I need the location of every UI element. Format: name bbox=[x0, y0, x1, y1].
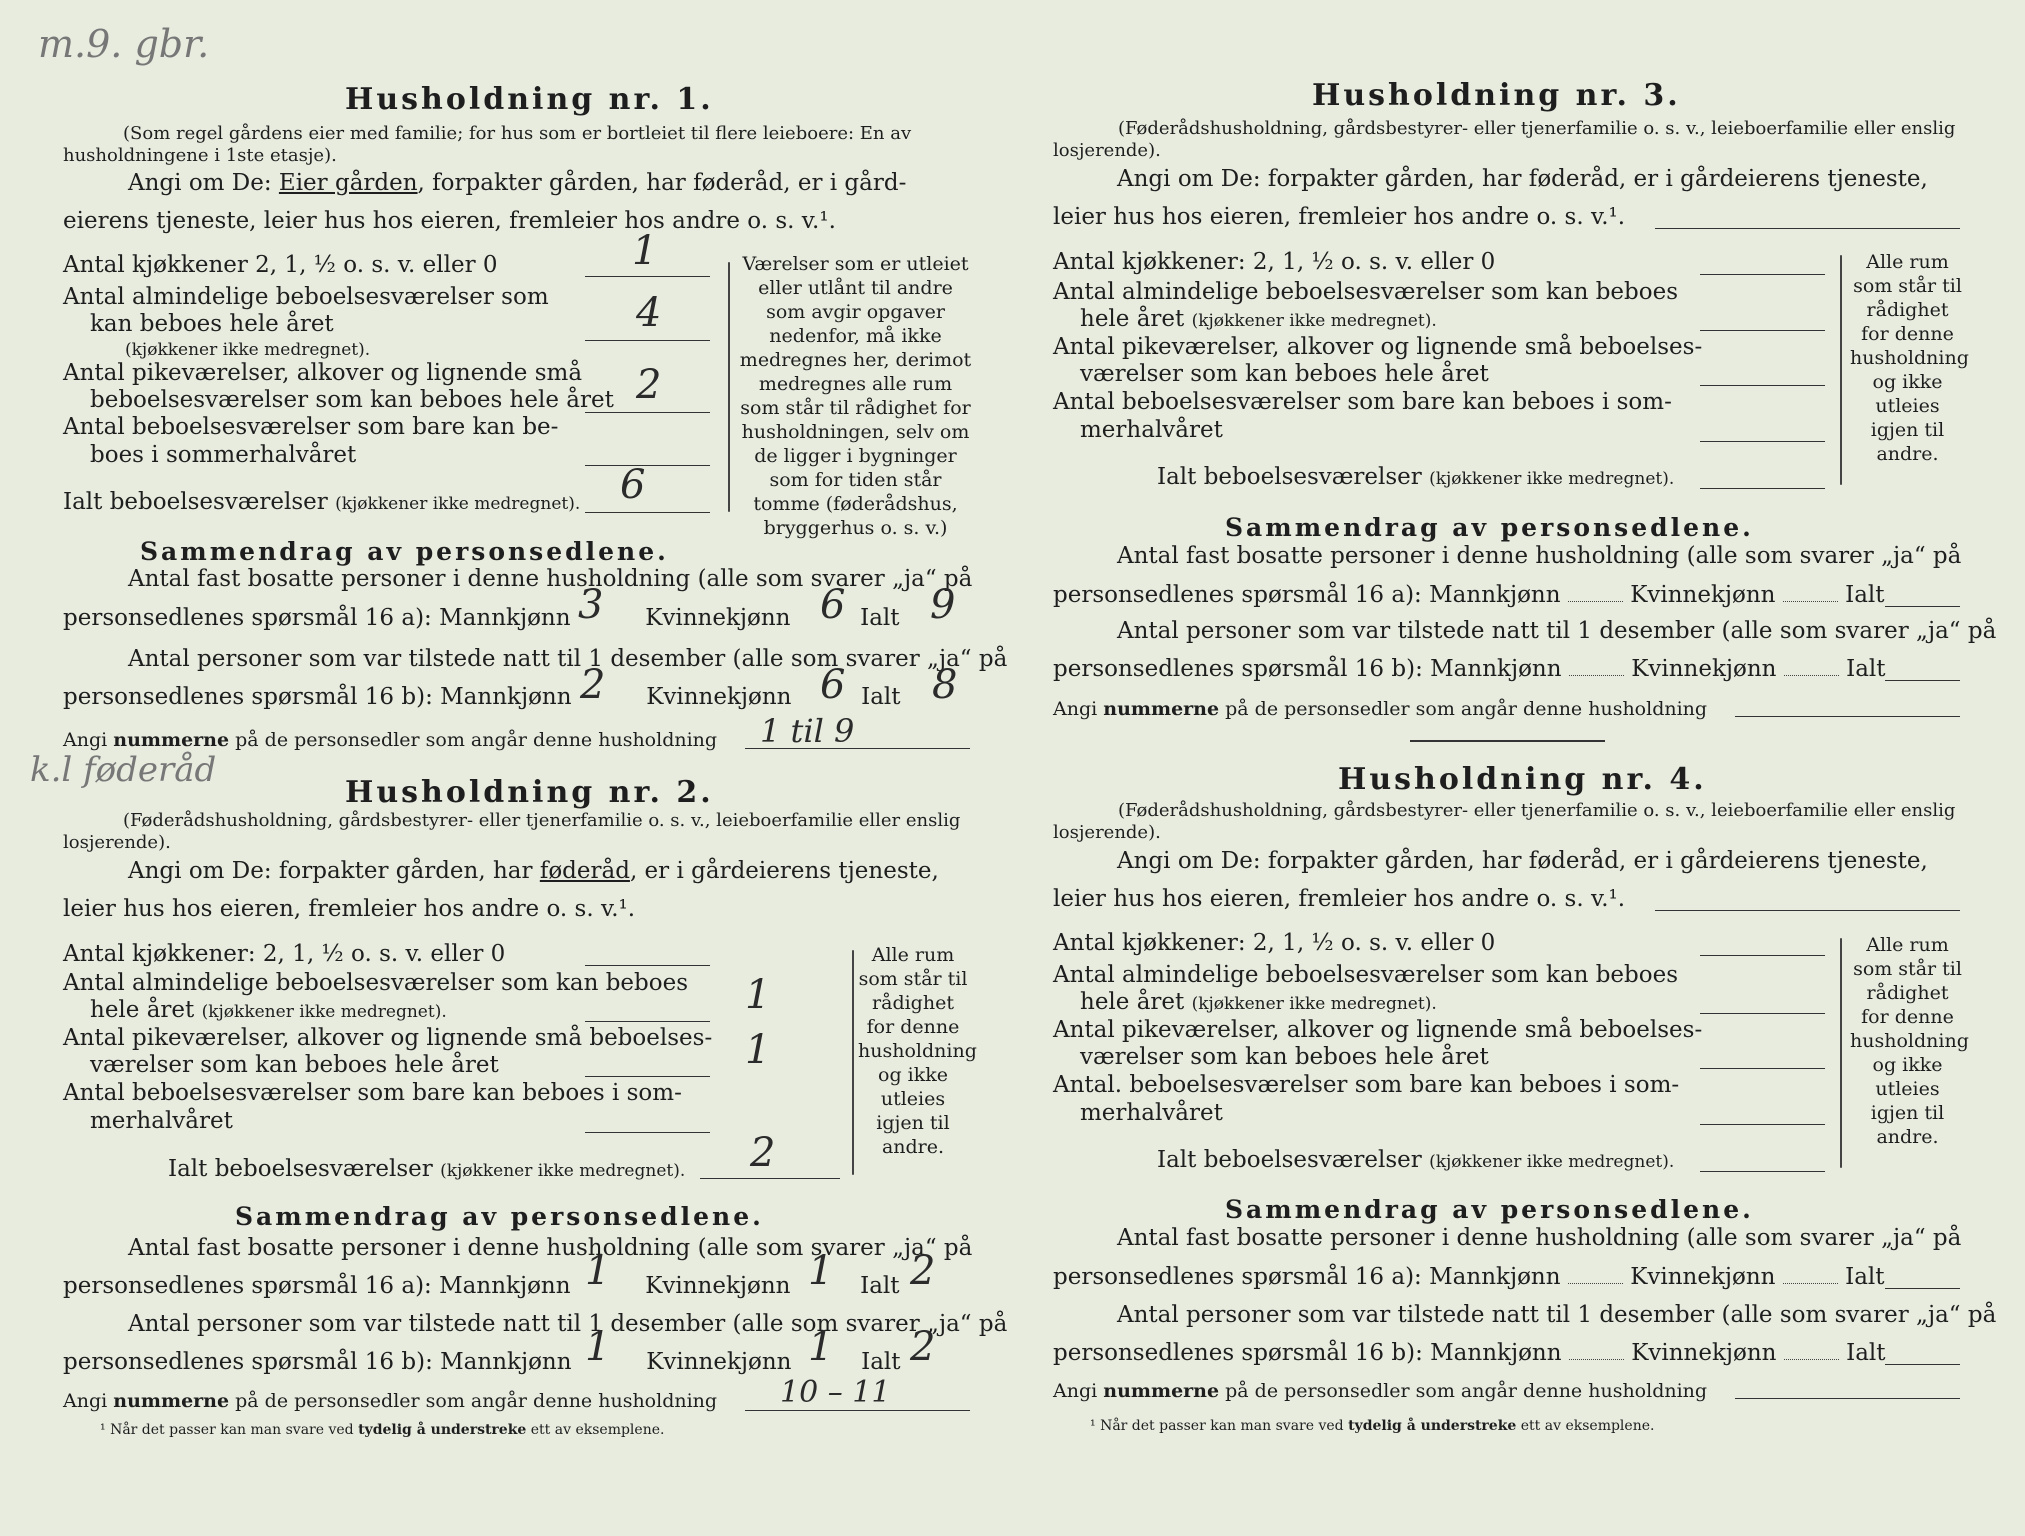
right-footnote-rest: ett av eksemplene. bbox=[1520, 1418, 1655, 1434]
h1-fast-kvinne-value: 6 bbox=[820, 582, 846, 628]
h1-alm-value: 4 bbox=[636, 290, 662, 336]
h2-natt-ialt-label: Ialt bbox=[861, 1349, 901, 1375]
h4-angi-line bbox=[1655, 910, 1960, 911]
h4-fast-prefix: personsedlenes spørsmål 16 a): Mannkjønn bbox=[1053, 1264, 1561, 1290]
h4-fast-kvinne-label: Kvinnekjønn bbox=[1630, 1264, 1776, 1290]
h1-angi-rest: , forpakter gården, har føderåd, er i gård- bbox=[417, 170, 907, 196]
h3-angi-line bbox=[1655, 228, 1960, 229]
h3-natt-ialt-label: Ialt bbox=[1846, 656, 1886, 682]
h1-natt-kvinne-label: Kvinnekjønn bbox=[646, 684, 792, 710]
h4-nummer-line bbox=[1735, 1398, 1960, 1399]
h2-fast-kvinne-value: 1 bbox=[808, 1248, 834, 1294]
h3-fast-ialt-label: Ialt bbox=[1845, 582, 1885, 608]
right-footnote-bold: tydelig å understreke bbox=[1348, 1418, 1517, 1434]
h2-pike-line bbox=[585, 1076, 710, 1077]
h3-nummer-bold: nummerne bbox=[1103, 698, 1220, 720]
h2-fast-line2 bbox=[63, 1273, 900, 1299]
h4-fast-ialt-line bbox=[1885, 1288, 1960, 1289]
h2-title: Husholdning nr. 2. bbox=[345, 775, 714, 810]
h2-nummer-prefix: Angi bbox=[63, 1390, 108, 1412]
h2-fast-mann-value: 1 bbox=[585, 1248, 611, 1294]
h4-nummer-rest: på de personsedler som angår denne husholdning bbox=[1225, 1380, 1708, 1402]
h1-natt-mann-value: 2 bbox=[580, 662, 606, 708]
h3-nummer-prefix: Angi bbox=[1053, 698, 1098, 720]
h2-nummer-row bbox=[63, 1390, 717, 1412]
h4-fast-line2 bbox=[1053, 1264, 1885, 1290]
h4-natt-prefix: personsedlenes spørsmål 16 b): Mannkjønn bbox=[1053, 1340, 1562, 1366]
h2-angi-rest: , er i gårdeierens tjeneste, bbox=[629, 858, 939, 884]
h3-pike-line1: Antal pikeværelser, alkover og lignende små beboelses- bbox=[1053, 334, 1703, 360]
h4-brace bbox=[1840, 938, 1842, 1168]
h1-brace bbox=[728, 262, 730, 512]
h2-natt-line1: Antal personer som var tilstede natt til 1 desember (alle som svarer „ja“ på bbox=[128, 1311, 1008, 1337]
h3-alm-label: hele året bbox=[1080, 306, 1185, 332]
h1-sommer-line bbox=[585, 465, 710, 466]
h4-ialt-line bbox=[1700, 1171, 1825, 1172]
separator-rule bbox=[1410, 740, 1605, 742]
h4-kjokken-line bbox=[1700, 955, 1825, 956]
h1-natt-line1: Antal personer som var tilstede natt til 1 desember (alle som svarer „ja“ på bbox=[128, 646, 1008, 672]
h2-fast-ialt-label: Ialt bbox=[860, 1273, 900, 1299]
h2-angi-line1 bbox=[128, 858, 939, 884]
h1-ialt-line bbox=[585, 512, 710, 513]
h3-fast-line2 bbox=[1053, 582, 1885, 608]
h1-kjokken-value: 1 bbox=[632, 228, 658, 274]
h3-sommer-line1: Antal beboelsesværelser som bare kan beboes i som- bbox=[1053, 389, 1672, 415]
h1-angi-eier-underlined: Eier gården bbox=[278, 170, 418, 196]
h4-fast-ialt-label: Ialt bbox=[1845, 1264, 1885, 1290]
h4-sommer-line2: merhalvåret bbox=[1080, 1100, 1223, 1126]
h3-brace bbox=[1840, 255, 1842, 485]
h1-natt-ialt-value: 8 bbox=[932, 662, 958, 708]
h2-natt-kvinne-label: Kvinnekjønn bbox=[646, 1349, 792, 1375]
h1-pike-value: 2 bbox=[636, 362, 662, 408]
right-footnote bbox=[1090, 1418, 1654, 1434]
h2-kjokken-label: Antal kjøkkener: 2, 1, ½ o. s. v. eller 0 bbox=[63, 941, 506, 967]
h1-pike-line1: Antal pikeværelser, alkover og lignende små bbox=[63, 360, 583, 386]
h1-fast-line1: Antal fast bosatte personer i denne husholdning (alle som svarer „ja“ på bbox=[128, 566, 973, 592]
left-footnote-prefix: ¹ Når det passer kan man svare ved bbox=[100, 1422, 354, 1438]
h4-pike-line1: Antal pikeværelser, alkover og lignende små beboelses- bbox=[1053, 1017, 1703, 1043]
h2-natt-ialt-value: 2 bbox=[910, 1324, 936, 1370]
h3-note: (Føderådshusholdning, gårdsbestyrer- eller tjenerfamilie o. s. v., leieboerfamilie eller enslig losjerende). bbox=[1053, 118, 1956, 161]
h4-nummer-prefix: Angi bbox=[1053, 1380, 1098, 1402]
margin-mark-h2: k.l føderåd bbox=[30, 750, 217, 790]
h4-kjokken-label: Antal kjøkkener: 2, 1, ½ o. s. v. eller 0 bbox=[1053, 930, 1496, 956]
h2-ialt-value: 2 bbox=[750, 1130, 776, 1176]
h4-nummer-row bbox=[1053, 1380, 1707, 1402]
h3-pike-line bbox=[1700, 385, 1825, 386]
h2-pike-line1: Antal pikeværelser, alkover og lignende små beboelses- bbox=[63, 1025, 713, 1051]
h4-natt-ialt-label: Ialt bbox=[1846, 1340, 1886, 1366]
h2-alm-label: hele året bbox=[90, 997, 195, 1023]
h2-nummer-bold: nummerne bbox=[113, 1390, 230, 1412]
h1-fast-kvinne-label: Kvinnekjønn bbox=[645, 605, 791, 631]
h3-alm-line1: Antal almindelige beboelsesværelser som kan beboes bbox=[1053, 279, 1679, 305]
h2-nummer-value: 10 – 11 bbox=[780, 1375, 891, 1410]
h1-title: Husholdning nr. 1. bbox=[345, 82, 714, 117]
h1-angi-line1 bbox=[128, 170, 906, 196]
h4-ialt-small: (kjøkkener ikke medregnet). bbox=[1429, 1152, 1675, 1172]
h4-alm-line1: Antal almindelige beboelsesværelser som kan beboes bbox=[1053, 962, 1679, 988]
h1-fast-ialt-value: 9 bbox=[930, 582, 956, 628]
h1-note: (Som regel gårdens eier med familie; for hus som er bortleiet til flere leieboere: En av husholdningene i 1ste etasje). bbox=[63, 123, 912, 166]
h4-natt-ialt-line bbox=[1885, 1364, 1960, 1365]
h3-alm-small: (kjøkkener ikke medregnet). bbox=[1191, 311, 1437, 331]
right-footnote-prefix: ¹ Når det passer kan man svare ved bbox=[1090, 1418, 1344, 1434]
h3-alm-line2 bbox=[1080, 306, 1437, 332]
h3-nummer-row bbox=[1053, 698, 1707, 720]
h2-sammendrag-title: Sammendrag av personsedlene. bbox=[235, 1202, 764, 1231]
h1-fast-line2 bbox=[63, 605, 900, 631]
h4-sommer-line bbox=[1700, 1124, 1825, 1125]
h2-ialt-small: (kjøkkener ikke medregnet). bbox=[440, 1161, 686, 1181]
h1-sommer-line2: boes i sommerhalvåret bbox=[90, 442, 357, 468]
h3-ialt-row bbox=[1157, 464, 1674, 490]
h3-sommer-line2: merhalvåret bbox=[1080, 417, 1223, 443]
h1-nummer-row bbox=[63, 729, 717, 751]
left-footnote-bold: tydelig å understreke bbox=[358, 1422, 527, 1438]
h2-alm-line1: Antal almindelige beboelsesværelser som kan beboes bbox=[63, 970, 689, 996]
h4-side-note: Alle rum som står til rådighet for denne husholdning og ikke utleies igjen til andre. bbox=[1850, 934, 1969, 1148]
h3-kjokken-line bbox=[1700, 274, 1825, 275]
h4-natt-line1: Antal personer som var tilstede natt til 1 desember (alle som svarer „ja“ på bbox=[1117, 1302, 1997, 1328]
h1-sommer-line1: Antal beboelsesværelser som bare kan be- bbox=[63, 414, 559, 440]
h3-title: Husholdning nr. 3. bbox=[1312, 78, 1681, 113]
h1-sammendrag-title: Sammendrag av personsedlene. bbox=[140, 537, 669, 566]
h3-kjokken-label: Antal kjøkkener: 2, 1, ½ o. s. v. eller 0 bbox=[1053, 249, 1496, 275]
h4-alm-line2 bbox=[1080, 989, 1437, 1015]
h2-sommer-line bbox=[585, 1132, 710, 1133]
h1-nummer-bold: nummerne bbox=[113, 729, 230, 751]
h1-pike-line bbox=[585, 412, 710, 413]
h1-alm-line2: kan beboes hele året bbox=[90, 311, 334, 337]
h1-side-note: Værelser som er utleiet eller utlånt til andre som avgir opgaver nedenfor, må ikke medregnes her, derimot medregnes alle rum som står til rådighet for husholdningen, selv om de ligger i bygninger som for tiden står tomme (føderådshus, bryggerhus o. s. v.) bbox=[739, 253, 972, 539]
h3-fast-ialt-line bbox=[1885, 606, 1960, 607]
h1-fast-prefix: personsedlenes spørsmål 16 a): Mannkjønn bbox=[63, 605, 571, 631]
h3-fast-line1: Antal fast bosatte personer i denne husholdning (alle som svarer „ja“ på bbox=[1117, 543, 1962, 569]
h4-alm-line bbox=[1700, 1013, 1825, 1014]
h2-natt-line2 bbox=[63, 1349, 901, 1375]
h1-alm-line bbox=[585, 340, 710, 341]
h4-sammendrag-title: Sammendrag av personsedlene. bbox=[1225, 1195, 1754, 1224]
h2-sommer-line1: Antal beboelsesværelser som bare kan beboes i som- bbox=[63, 1080, 682, 1106]
h2-angi-foderad-underlined: føderåd bbox=[539, 858, 630, 884]
h3-angi-line1: Angi om De: forpakter gården, har føderåd, er i gårdeierens tjeneste, bbox=[1117, 166, 1928, 192]
h1-kjokken-label: Antal kjøkkener 2, 1, ½ o. s. v. eller 0 bbox=[63, 252, 498, 278]
h3-ialt-line bbox=[1700, 488, 1825, 489]
h2-fast-line1: Antal fast bosatte personer i denne husholdning (alle som svarer „ja“ på bbox=[128, 1235, 973, 1261]
h1-kjokken-line bbox=[585, 276, 710, 277]
h2-angi-line2: leier hus hos eieren, fremleier hos andre o. s. v.¹. bbox=[63, 896, 636, 922]
h2-note: (Føderådshusholdning, gårdsbestyrer- eller tjenerfamilie o. s. v., leieboerfamilie eller enslig losjerende). bbox=[63, 810, 961, 853]
h2-kjokken-line bbox=[585, 965, 710, 966]
h2-natt-mann-value: 1 bbox=[585, 1324, 611, 1370]
h4-sommer-line1: Antal. beboelsesværelser som bare kan beboes i som- bbox=[1053, 1072, 1680, 1098]
h3-fast-prefix: personsedlenes spørsmål 16 a): Mannkjønn bbox=[1053, 582, 1561, 608]
h3-fast-kvinne-label: Kvinnekjønn bbox=[1630, 582, 1776, 608]
h1-ialt-value: 6 bbox=[620, 462, 646, 508]
h3-sammendrag-title: Sammendrag av personsedlene. bbox=[1225, 513, 1754, 542]
h3-side-note: Alle rum som står til rådighet for denne husholdning og ikke utleies igjen til andre. bbox=[1850, 251, 1969, 465]
h4-ialt-label: Ialt beboelsesværelser bbox=[1157, 1147, 1422, 1173]
h3-natt-line1: Antal personer som var tilstede natt til 1 desember (alle som svarer „ja“ på bbox=[1117, 618, 1997, 644]
h1-natt-ialt-label: Ialt bbox=[861, 684, 901, 710]
h4-natt-kvinne-label: Kvinnekjønn bbox=[1631, 1340, 1777, 1366]
left-footnote-rest: ett av eksemplene. bbox=[530, 1422, 665, 1438]
h2-fast-kvinne-label: Kvinnekjønn bbox=[645, 1273, 791, 1299]
h2-angi-prefix: Angi om De: forpakter gården, har bbox=[128, 858, 533, 884]
h1-ialt-small: (kjøkkener ikke medregnet). bbox=[335, 494, 581, 514]
h3-natt-ialt-line bbox=[1885, 680, 1960, 681]
h2-ialt-row bbox=[168, 1156, 685, 1182]
h1-nummer-prefix: Angi bbox=[63, 729, 108, 751]
h3-nummer-rest: på de personsedler som angår denne husholdning bbox=[1225, 698, 1708, 720]
h2-fast-ialt-value: 2 bbox=[910, 1248, 936, 1294]
h4-angi-line1: Angi om De: forpakter gården, har føderåd, er i gårdeierens tjeneste, bbox=[1117, 848, 1928, 874]
h1-angi-prefix: Angi om De: bbox=[128, 170, 272, 196]
h4-ialt-row bbox=[1157, 1147, 1674, 1173]
h2-alm-small: (kjøkkener ikke medregnet). bbox=[201, 1002, 447, 1022]
h2-side-note: Alle rum som står til rådighet for denne husholdning og ikke utleies igjen til andre. bbox=[858, 944, 977, 1158]
h1-natt-line2 bbox=[63, 684, 901, 710]
h2-nummer-line bbox=[745, 1410, 970, 1411]
h3-alm-line bbox=[1700, 330, 1825, 331]
h1-nummer-rest: på de personsedler som angår denne husholdning bbox=[235, 729, 718, 751]
h1-angi-line2: eierens tjeneste, leier hus hos eieren, fremleier hos andre o. s. v.¹. bbox=[63, 208, 836, 234]
h1-fast-mann-value: 3 bbox=[578, 582, 604, 628]
h2-natt-prefix: personsedlenes spørsmål 16 b): Mannkjønn bbox=[63, 1349, 572, 1375]
h3-natt-line2 bbox=[1053, 656, 1886, 682]
margin-mark-top: m.9. gbr. bbox=[38, 22, 210, 66]
h3-pike-line2: værelser som kan beboes hele året bbox=[1080, 361, 1489, 387]
h4-nummer-bold: nummerne bbox=[1103, 1380, 1220, 1402]
h2-fast-prefix: personsedlenes spørsmål 16 a): Mannkjønn bbox=[63, 1273, 571, 1299]
h2-ialt-line bbox=[700, 1178, 840, 1179]
h4-fast-line1: Antal fast bosatte personer i denne husholdning (alle som svarer „ja“ på bbox=[1117, 1225, 1962, 1251]
h2-pike-value: 1 bbox=[745, 1027, 771, 1073]
h1-fast-ialt-label: Ialt bbox=[860, 605, 900, 631]
h1-ialt-label: Ialt beboelsesværelser bbox=[63, 489, 328, 515]
h4-natt-line2 bbox=[1053, 1340, 1886, 1366]
h3-sommer-line bbox=[1700, 441, 1825, 442]
h3-angi-line2: leier hus hos eieren, fremleier hos andre o. s. v.¹. bbox=[1053, 204, 1626, 230]
h2-natt-kvinne-value: 1 bbox=[808, 1324, 834, 1370]
h1-alm-line3: (kjøkkener ikke medregnet). bbox=[125, 340, 371, 360]
h1-nummer-value: 1 til 9 bbox=[760, 712, 855, 750]
h3-natt-kvinne-label: Kvinnekjønn bbox=[1631, 656, 1777, 682]
h2-alm-value: 1 bbox=[745, 972, 771, 1018]
left-footnote bbox=[100, 1422, 664, 1438]
h2-sommer-line2: merhalvåret bbox=[90, 1108, 233, 1134]
h1-natt-kvinne-value: 6 bbox=[820, 662, 846, 708]
h4-pike-line bbox=[1700, 1068, 1825, 1069]
h4-title: Husholdning nr. 4. bbox=[1338, 762, 1707, 797]
h1-alm-line1: Antal almindelige beboelsesværelser som bbox=[63, 284, 549, 310]
h3-ialt-small: (kjøkkener ikke medregnet). bbox=[1429, 469, 1675, 489]
h3-natt-prefix: personsedlenes spørsmål 16 b): Mannkjønn bbox=[1053, 656, 1562, 682]
h3-nummer-line bbox=[1735, 716, 1960, 717]
h2-brace bbox=[852, 950, 854, 1175]
h2-pike-line2: værelser som kan beboes hele året bbox=[90, 1052, 499, 1078]
h4-alm-label: hele året bbox=[1080, 989, 1185, 1015]
h2-alm-line bbox=[585, 1021, 710, 1022]
h4-note: (Føderådshusholdning, gårdsbestyrer- eller tjenerfamilie o. s. v., leieboerfamilie eller enslig losjerende). bbox=[1053, 800, 1956, 843]
h3-ialt-label: Ialt beboelsesværelser bbox=[1157, 464, 1422, 490]
h2-ialt-label: Ialt beboelsesværelser bbox=[168, 1156, 433, 1182]
h4-pike-line2: værelser som kan beboes hele året bbox=[1080, 1044, 1489, 1070]
h1-natt-prefix: personsedlenes spørsmål 16 b): Mannkjønn bbox=[63, 684, 572, 710]
h1-pike-line2: beboelsesværelser som kan beboes hele året bbox=[90, 387, 614, 413]
h2-alm-line2 bbox=[90, 997, 447, 1023]
h4-angi-line2: leier hus hos eieren, fremleier hos andre o. s. v.¹. bbox=[1053, 886, 1626, 912]
h1-ialt-row bbox=[63, 489, 580, 515]
h2-nummer-rest: på de personsedler som angår denne husholdning bbox=[235, 1390, 718, 1412]
h4-alm-small: (kjøkkener ikke medregnet). bbox=[1191, 994, 1437, 1014]
